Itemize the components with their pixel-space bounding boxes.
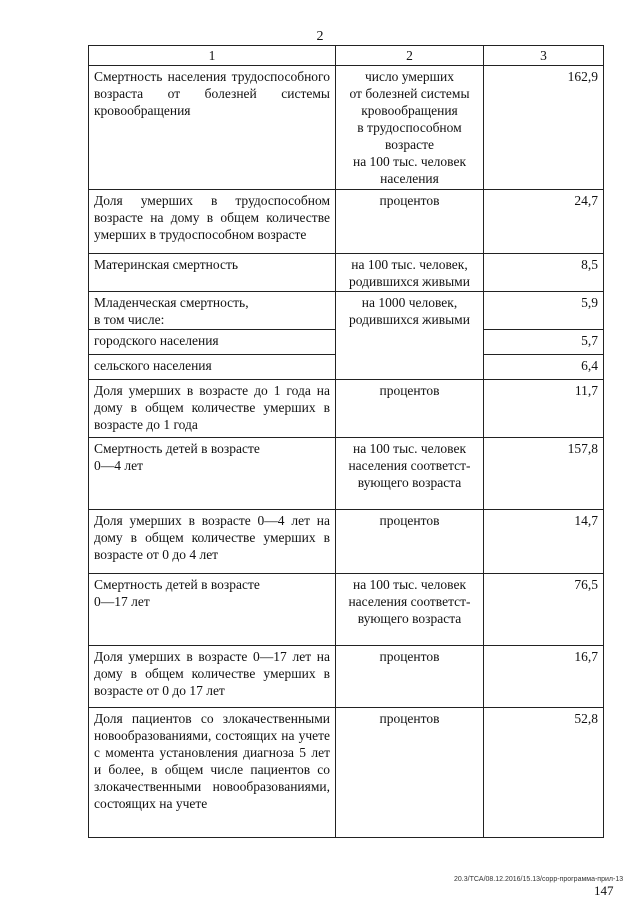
indicator-cell: Смертность детей в возрасте 0—17 лет (89, 574, 336, 646)
unit-cell: на 100 тыс. человек, родившихся живыми (336, 254, 484, 292)
indicator-cell: Смертность населения трудоспособного возраста от болезней системы кровообращения (89, 66, 336, 190)
unit-cell: число умерших от болезней системы кровообращения в трудоспособном возрасте на 100 тыс. человек населения (336, 66, 484, 190)
indicator-cell: Доля умерших в возрасте 0—4 лет на дому в общем количестве умерших в возрасте от 0 до 4 лет (89, 510, 336, 574)
indicator-cell: Доля умерших в трудоспособном возрасте на дому в общем количестве умерших в трудоспособном возрасте (89, 190, 336, 254)
table-row (89, 292, 604, 330)
value-cell: 52,8 (484, 708, 604, 838)
value-cell: 5,9 (484, 292, 604, 330)
footer-page-number: 147 (594, 883, 614, 898)
header-col-3: 3 (484, 46, 604, 66)
indicator-cell: Доля умерших в возрасте 0—17 лет на дому в общем количестве умерших в возрасте от 0 до 17 лет (89, 646, 336, 708)
document-code: 20.3/TCA/08.12.2016/15.13/сорр-программа-прил-13 (454, 876, 624, 883)
table-row (89, 438, 604, 510)
header-col-2: 2 (336, 46, 484, 66)
table-row (89, 646, 604, 708)
indicator-cell: Материнская смертность (89, 254, 336, 292)
table-row (89, 380, 604, 438)
value-cell: 76,5 (484, 574, 604, 646)
header-row (89, 46, 604, 66)
indicators-table (88, 45, 604, 838)
value-cell: 6,4 (484, 355, 604, 380)
table-row (89, 708, 604, 838)
indicator-cell: Смертность детей в возрасте 0—4 лет (89, 438, 336, 510)
indicator-cell: Доля пациентов со злокачественными новообразованиями, состоящих на учете с момента установления диагноза 5 лет и более, в общем числе пациентов со злокачественными новообразованиями, состоящих на учете (89, 708, 336, 838)
indicator-cell: сельского населения (89, 355, 336, 380)
value-cell: 24,7 (484, 190, 604, 254)
header-col-1: 1 (89, 46, 336, 66)
value-cell: 5,7 (484, 330, 604, 355)
value-cell: 16,7 (484, 646, 604, 708)
table-row (89, 254, 604, 292)
unit-cell: на 100 тыс. человек населения соответствующего возраста (336, 574, 484, 646)
value-cell: 11,7 (484, 380, 604, 438)
value-cell: 157,8 (484, 438, 604, 510)
page-number: 2 (316, 29, 324, 44)
indicator-cell: городского населения (89, 330, 336, 355)
value-cell: 8,5 (484, 254, 604, 292)
table-row (89, 66, 604, 190)
table-row (89, 510, 604, 574)
indicator-cell: Доля умерших в возрасте до 1 года на дому в общем количестве умерших в возрасте до 1 года (89, 380, 336, 438)
unit-cell: процентов (336, 510, 484, 574)
unit-cell: процентов (336, 708, 484, 838)
table-row (89, 574, 604, 646)
value-cell: 162,9 (484, 66, 604, 190)
unit-cell: процентов (336, 646, 484, 708)
table-row (89, 190, 604, 254)
unit-cell: процентов (336, 190, 484, 254)
unit-cell: на 1000 человек, родившихся живыми (336, 292, 484, 380)
indicator-cell: Младенческая смертность, в том числе: (89, 292, 336, 330)
unit-cell: процентов (336, 380, 484, 438)
unit-cell: на 100 тыс. человек населения соответствующего возраста (336, 438, 484, 510)
value-cell: 14,7 (484, 510, 604, 574)
